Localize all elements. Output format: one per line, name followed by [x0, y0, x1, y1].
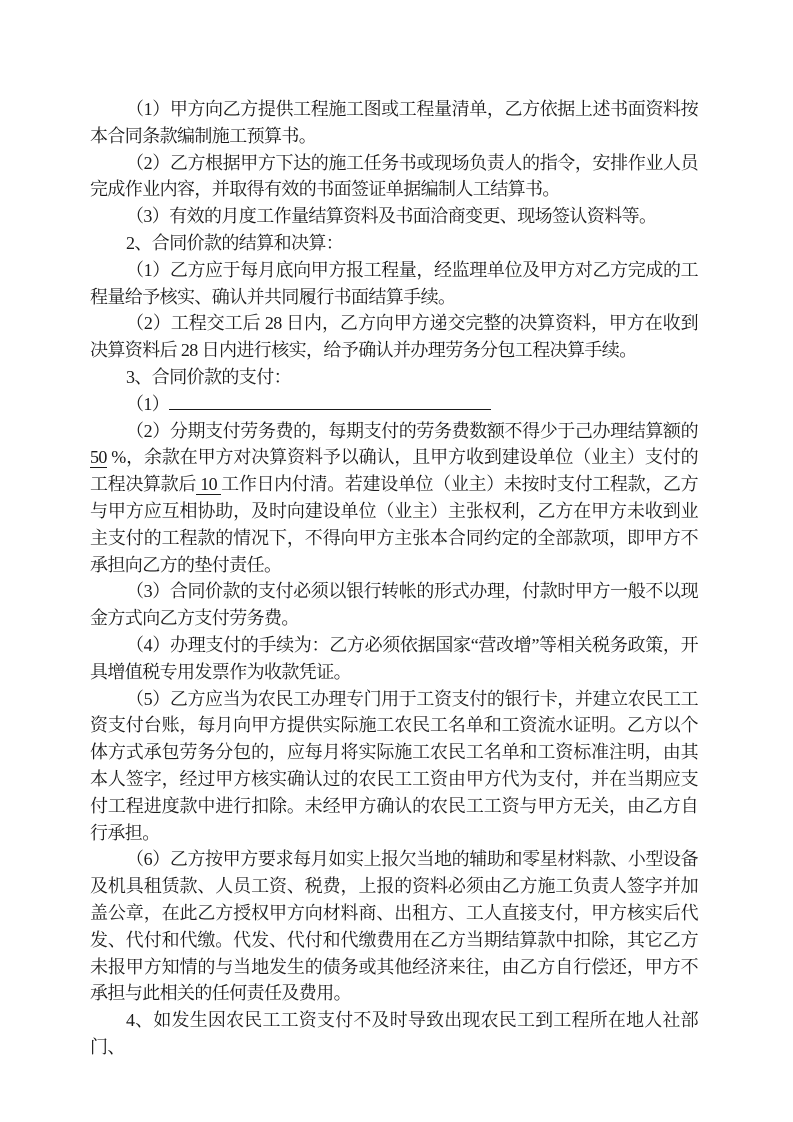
clause-heading-4: 4、如发生因农民工工资支付不及时导致出现农民工到工程所在地人社部门、 [90, 1010, 698, 1057]
clause-item-3-2-text: 工作日内付清。若建设单位（业主）未按时支付工程款，乙方与甲方应互相协助，及时向建设单位（业主）主张权利，乙方在甲方未收到业主支付的工程款的情况下，不得向甲方主张本合同约定的全部款项，即甲方不承担向乙方的垫付责任。 [90, 474, 698, 575]
clause-item-3-2 [90, 418, 698, 579]
clause-item-3-2-text: （2）分期支付劳务费的，每期支付的劳务费数额不得少于己办理结算额的 [126, 420, 698, 441]
clause-item-2-1: （1）乙方应于每月底向甲方报工程量，经监理单位及甲方对乙方完成的工程量给予核实、确认并共同履行书面结算手续。 [90, 259, 698, 307]
clause-item-3-4: （4）办理支付的手续为：乙方必须依据国家“营改增”等相关税务政策，开具增值税专用发票作为收款凭证。 [90, 634, 698, 682]
clause-heading-3: 3、合同价款的支付： [126, 366, 291, 387]
clause-item-3-2-text: %，余款在甲方对决算资料予以确认，且甲方收到建设单位（业主）支付的工程决算款后 [90, 447, 698, 495]
clause-item-1-1: （1）甲方向乙方提供工程施工图或工程量清单，乙方依据上述书面资料按本合同条款编制施工预算书。 [90, 99, 698, 146]
clause-item-3-6: （6）乙方按甲方要求每月如实上报欠当地的辅助和零星材料款、小型设备及机具租赁款、人员工资、税费，上报的资料必须由乙方施工负责人签字并加盖公章，在此乙方授权甲方向材料商、出租方、工人直接支付，甲方核实后代发、代付和代缴。代发、代付和代缴费用在乙方当期结算款中扣除，其它乙方未报甲方知情的与当地发生的债务或其他经济来往，由乙方自行偿还，甲方不承担与此相关的任何责任及费用。 [90, 849, 698, 1004]
clause-item-2-2: （2）工程交工后 28 日内，乙方向甲方递交完整的决算资料，甲方在收到决算资料后 28 日内进行核实，给予确认并办理劳务分包工程决算手续。 [90, 313, 698, 361]
clause-item-3-1-label: （1） [126, 393, 170, 414]
clause-item-1-3: （3）有效的月度工作量结算资料及书面洽商变更、现场签认资料等。 [126, 206, 657, 227]
underlined-value-days: 10 [196, 474, 222, 495]
clause-item-3-5: （5）乙方应当为农民工办理专门用于工资支付的银行卡，并建立农民工工资支付台账，每月向甲方提供实际施工农民工名单和工资流水证明。乙方以个体方式承包劳务分包的，应每月将实际施工农民工名单和工资标准注明，由其本人签字，经过甲方核实确认过的农民工工资由甲方代为支付，并在当期应支付工程进度款中进行扣除。未经甲方确认的农民工工资与甲方无关，由乙方自行承担。 [90, 688, 698, 843]
clause-item-3-3: （3）合同价款的支付必须以银行转帐的形式办理，付款时甲方一般不以现金方式向乙方支付劳务费。 [90, 581, 698, 629]
fill-in-blank-underline [169, 392, 491, 410]
underlined-value-percent: 50 [90, 447, 107, 468]
clause-item-1-2: （2）乙方根据甲方下达的施工任务书或现场负责人的指令，安排作业人员完成作业内容，并取得有效的书面签证单据编制人工结算书。 [90, 152, 698, 200]
clause-item-3-1 [90, 391, 698, 418]
clause-heading-2: 2、合同价款的结算和决算： [126, 232, 344, 253]
